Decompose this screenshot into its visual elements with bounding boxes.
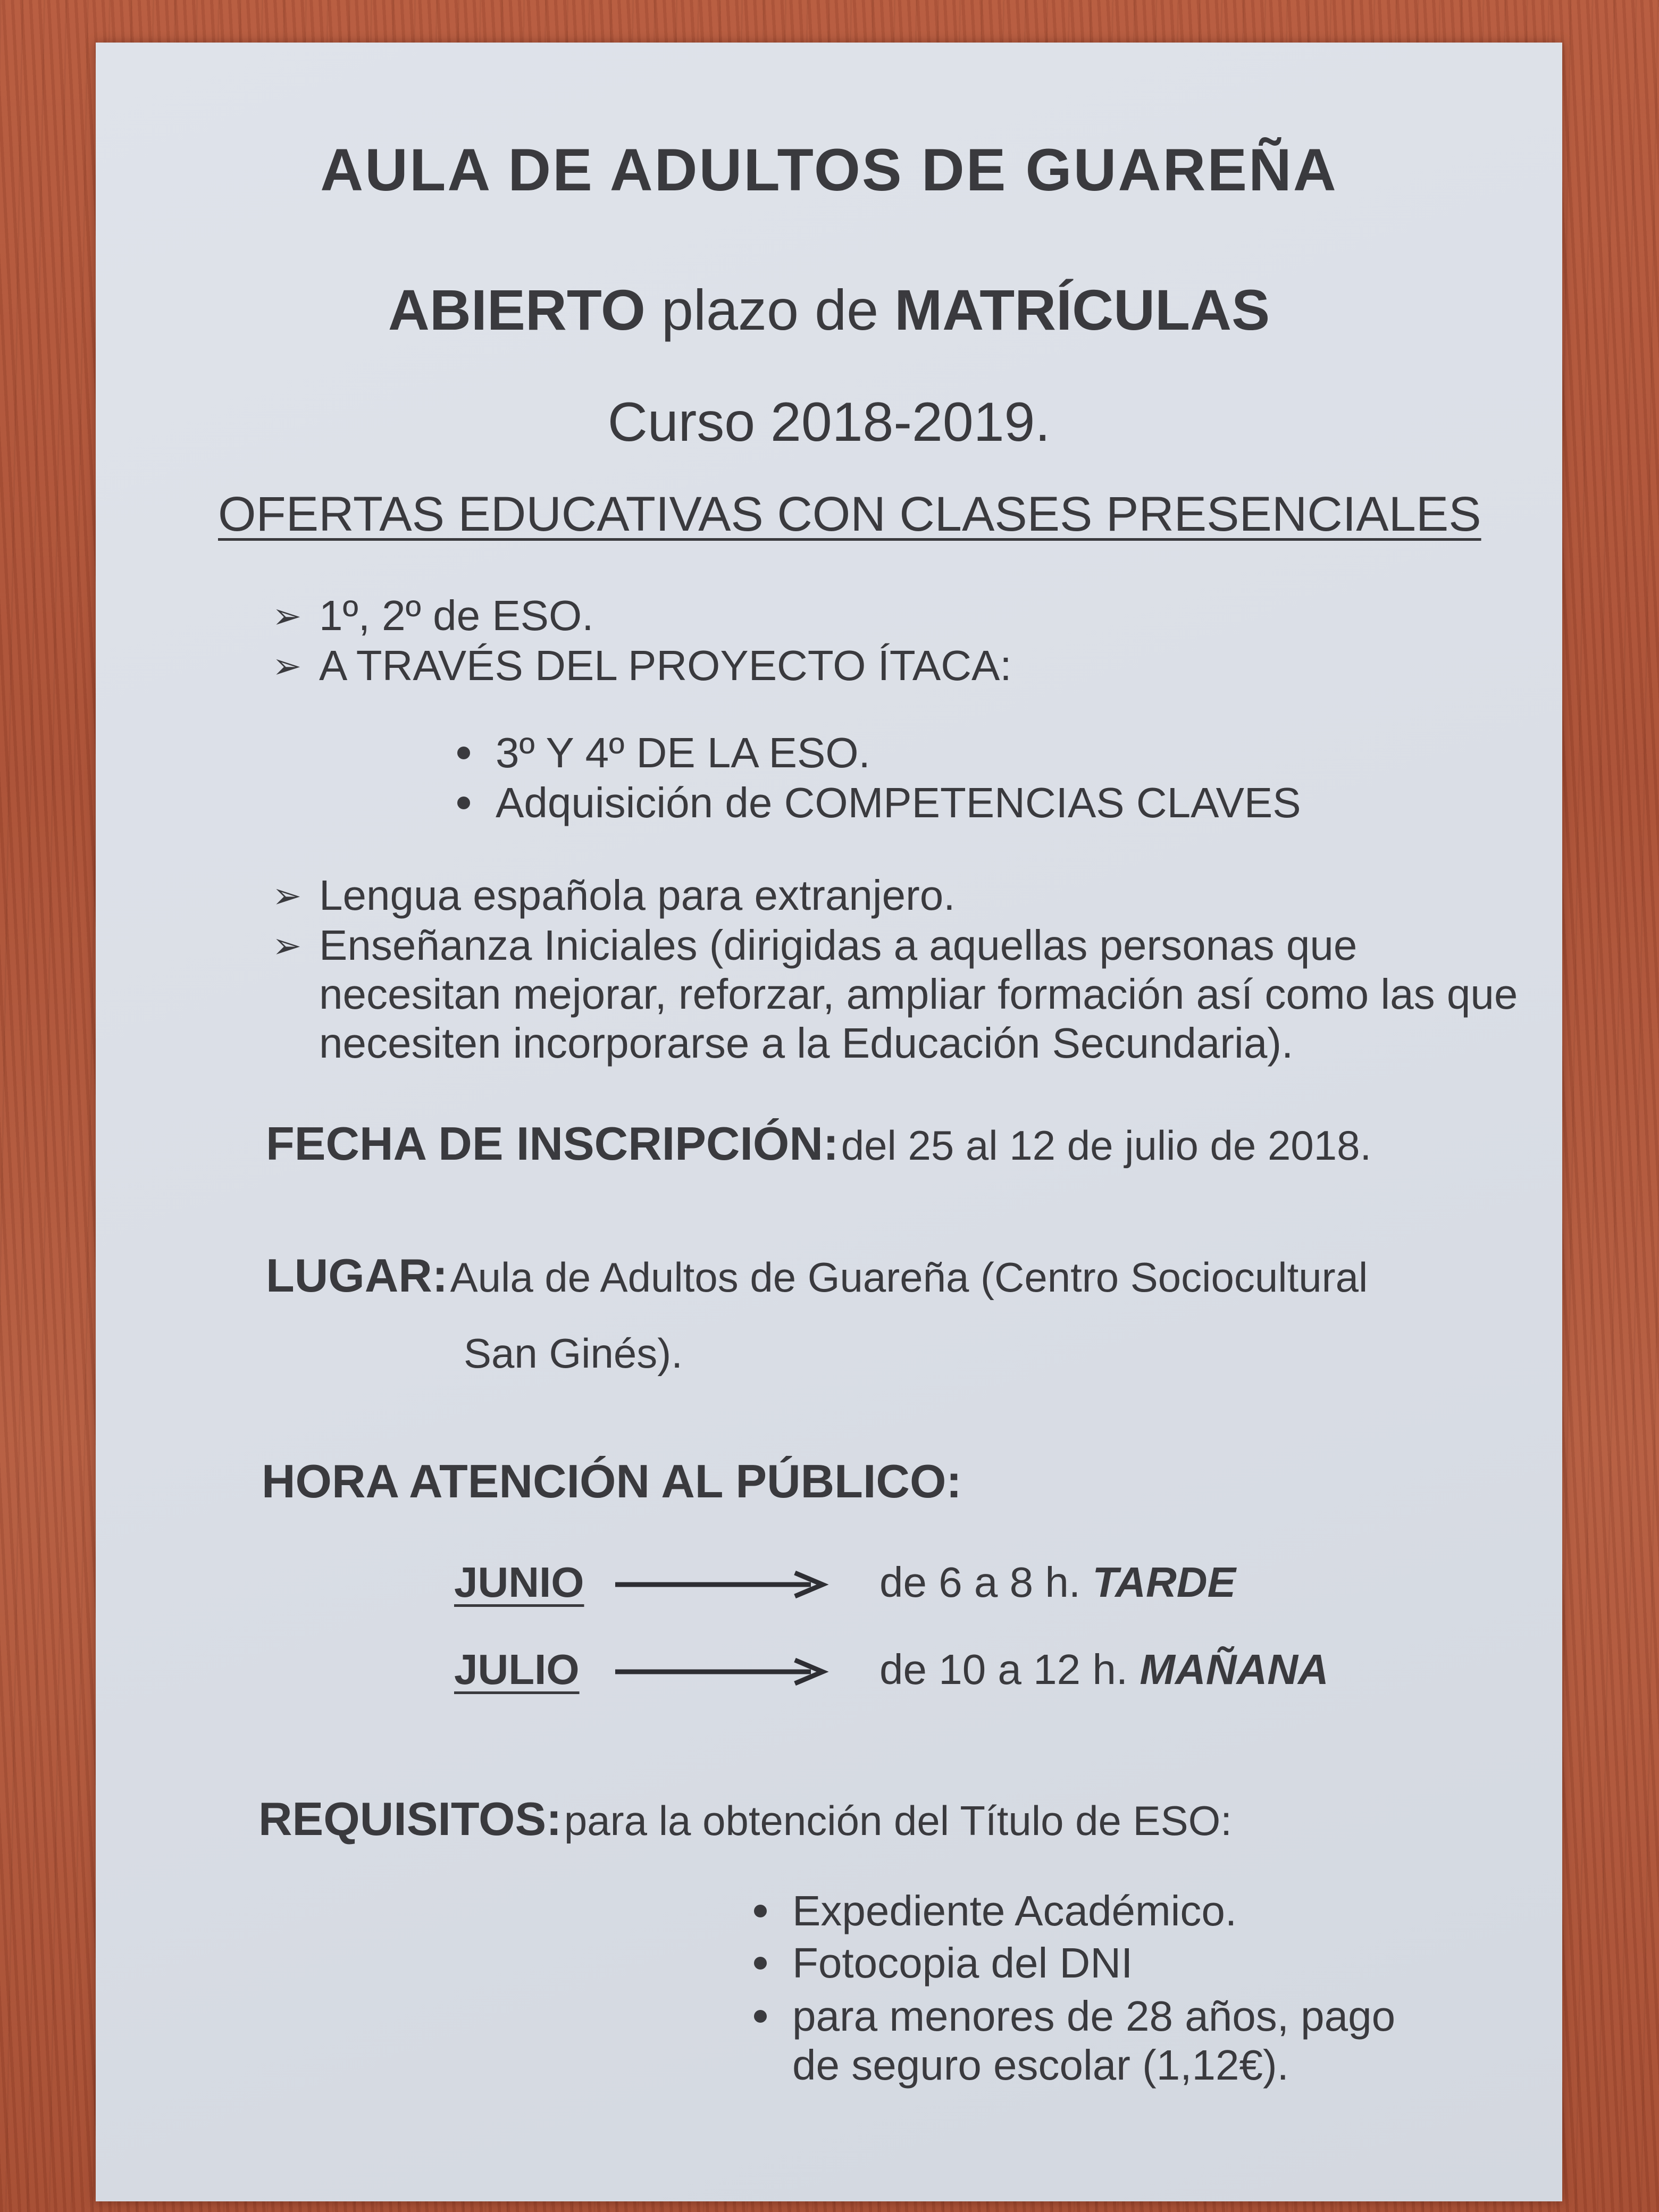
- poster-sheet: [96, 43, 1562, 2201]
- enrollment-open-heading: [96, 276, 1562, 343]
- subtitle-matriculas: MATRÍCULAS: [894, 278, 1270, 342]
- offer-item-text: 1º, 2º de ESO.: [319, 592, 594, 639]
- bullet-dot-icon: [457, 797, 470, 809]
- itaca-item-text: Adquisición de COMPETENCIAS CLAVES: [496, 779, 1301, 826]
- place-value-line-2: San Ginés).: [464, 1330, 683, 1377]
- arrow-bullet-icon: ➢: [272, 646, 302, 685]
- offer-item-text: A TRAVÉS DEL PROYECTO ÍTACA:: [319, 642, 1012, 689]
- bullet-dot-icon: [754, 1957, 767, 1970]
- itaca-item: [496, 778, 1301, 827]
- bullet-dot-icon: [457, 747, 470, 759]
- registration-label: FECHA DE INSCRIPCIÓN:: [266, 1117, 839, 1170]
- july-hours: [879, 1645, 1329, 1694]
- requirement-item-text: Fotocopia del DNI: [792, 1939, 1133, 1987]
- poster-title: AULA DE ADULTOS DE GUAREÑA: [320, 137, 1338, 203]
- place-label: LUGAR:: [266, 1249, 448, 1302]
- requirement-item: [792, 1939, 1133, 1988]
- place-value-line-1: Aula de Adultos de Guareña (Centro Sociocultural: [450, 1254, 1368, 1301]
- requirement-item-text: Expediente Académico.: [792, 1887, 1237, 1934]
- arrow-bullet-icon: ➢: [272, 876, 302, 915]
- month-july: JULIO: [454, 1646, 580, 1693]
- offers-heading: OFERTAS EDUCATIVAS CON CLASES PRESENCIALES: [218, 487, 1481, 541]
- june-time: de 6 a 8 h.: [879, 1559, 1081, 1606]
- bullet-dot-icon: [754, 2010, 767, 2023]
- place: [266, 1249, 1368, 1303]
- itaca-item: [496, 728, 870, 777]
- bullet-dot-icon: [754, 1905, 767, 1917]
- arrow-right-icon: [614, 1569, 832, 1601]
- course-year: Curso 2018-2019.: [607, 391, 1051, 453]
- requirement-item: [792, 1887, 1237, 1936]
- itaca-item-text: 3º Y 4º DE LA ESO.: [496, 729, 870, 776]
- june-period: TARDE: [1092, 1559, 1236, 1606]
- july-period: MAÑANA: [1139, 1646, 1329, 1693]
- offer-item: [272, 591, 594, 640]
- july-time: de 10 a 12 h.: [879, 1646, 1128, 1693]
- month-june: JUNIO: [454, 1559, 584, 1606]
- arrow-bullet-icon: ➢: [272, 596, 302, 635]
- june-hours: [879, 1558, 1236, 1607]
- offer-item: [272, 921, 1521, 1068]
- registration-date: [266, 1117, 1371, 1171]
- offer-item: [272, 641, 1012, 690]
- arrow-right-icon: [614, 1656, 832, 1688]
- requirement-item: [792, 1992, 1452, 2090]
- hours-heading: HORA ATENCIÓN AL PÚBLICO:: [262, 1455, 962, 1507]
- offer-item-text: Enseñanza Iniciales (dirigidas a aquellas personas que necesitan mejorar, reforzar, ampliar formación así como las que necesiten incorporarse a la Educación Secundaria).: [319, 921, 1518, 1067]
- requirements: [258, 1792, 1232, 1846]
- requirements-label: REQUISITOS:: [258, 1792, 562, 1845]
- requirements-value: para la obtención del Título de ESO:: [564, 1797, 1232, 1844]
- offer-item-text: Lengua española para extranjero.: [319, 872, 956, 919]
- requirement-item-text: para menores de 28 años, pago de seguro escolar (1,12€).: [792, 1992, 1396, 2089]
- subtitle-open: ABIERTO: [388, 278, 646, 342]
- offer-item: [272, 871, 956, 920]
- subtitle-plazo: plazo de: [661, 278, 879, 342]
- arrow-bullet-icon: ➢: [272, 926, 302, 965]
- registration-value: del 25 al 12 de julio de 2018.: [841, 1122, 1372, 1169]
